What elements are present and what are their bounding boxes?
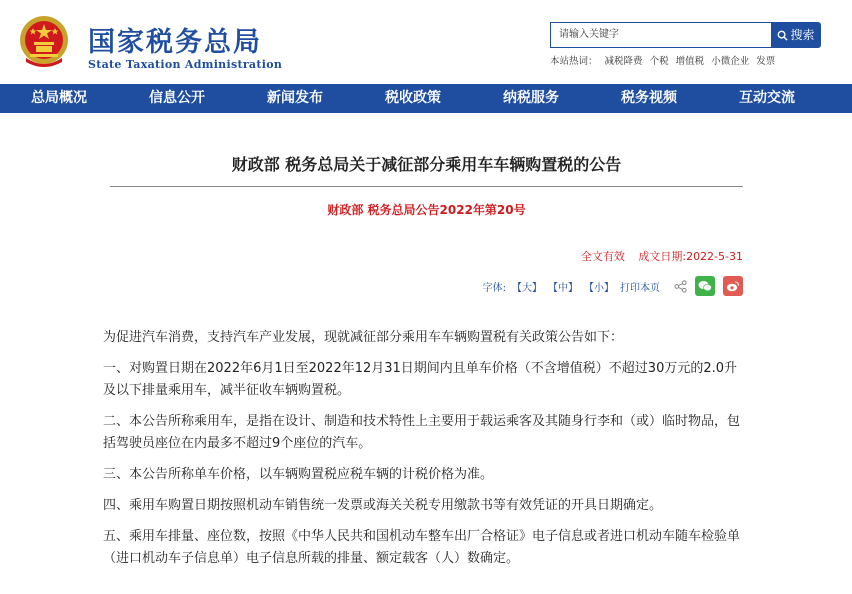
search-icon [777, 30, 788, 41]
hot-words [550, 53, 779, 67]
hot-word-link[interactable]: 个税 [649, 56, 669, 67]
hot-word-link[interactable]: 增值税 [675, 56, 705, 67]
font-medium-button[interactable]: 【中】 [548, 282, 578, 294]
search-input[interactable]: 请输入关键字 [550, 22, 772, 48]
nav-item-news[interactable]: 新闻发布 [267, 90, 323, 106]
article-toolbar [477, 274, 743, 298]
wechat-icon [698, 280, 712, 292]
article-paragraph: 二、本公告所称乘用车，是指在设计、制造和技术特性上主要用于载运乘客及其随身行李和（或）临时物品，包括驾驶员座位在内最多不超过9个座位的汽车。 [103, 414, 741, 451]
site-logo-english[interactable]: State Taxation Administration [88, 58, 283, 71]
weibo-share-button[interactable] [723, 276, 743, 296]
article-meta [571, 248, 743, 264]
nav-item-tax-video[interactable]: 税务视频 [621, 90, 677, 106]
search-button[interactable] [771, 22, 821, 48]
article-paragraph: 三、本公告所称单车价格，以车辆购置税应税车辆的计税价格为准。 [103, 467, 494, 482]
document-number: 财政部 税务总局公告2022年第20号 [327, 203, 526, 217]
article-title: 财政部 税务总局关于减征部分乘用车车辆购置税的公告 [231, 155, 622, 174]
font-size-label: 字体: [482, 282, 506, 294]
site-logo-text[interactable]: 国家税务总局 [88, 27, 262, 58]
site-header [0, 0, 852, 84]
article-paragraph: 五、乘用车排量、座位数，按照《中华人民共和国机动车整车出厂合格证》电子信息或者进口机动车随车检验单（进口机动车子信息单）电子信息所载的排量、额定载客（人）数确定。 [103, 529, 741, 566]
validity-status: 全文有效 [580, 250, 625, 263]
print-button[interactable]: 打印本页 [620, 282, 660, 294]
article-paragraph: 四、乘用车购置日期按照机动车销售统一发票或海关关税专用缴款书等有效凭证的开具日期确定。 [103, 498, 663, 513]
hot-word-link[interactable]: 小微企业 [711, 56, 750, 67]
article-paragraph: 一、对购置日期在2022年6月1日至2022年12月31日期间内且单车价格（不含增值税）不超过30万元的2.0升及以下排量乘用车，减半征收车辆购置税。 [103, 361, 738, 398]
nav-item-tax-policy[interactable]: 税收政策 [385, 90, 441, 106]
weibo-icon [726, 280, 740, 292]
article-paragraph: 为促进汽车消费，支持汽车产业发展，现就减征部分乘用车车辆购置税有关政策公告如下： [103, 330, 624, 345]
font-large-button[interactable]: 【大】 [512, 282, 542, 294]
hot-word-link[interactable]: 减税降费 [604, 56, 643, 67]
hot-word-link[interactable]: 发票 [756, 56, 776, 67]
nav-item-info-disclosure[interactable]: 信息公开 [149, 90, 205, 106]
font-small-button[interactable]: 【小】 [584, 282, 614, 294]
search-button-label: 搜索 [790, 28, 815, 42]
hot-words-label: 本站热词： [550, 56, 598, 67]
nav-item-interaction[interactable]: 互动交流 [739, 90, 795, 106]
issue-date: 成文日期:2022-5-31 [638, 250, 743, 263]
article-body [103, 327, 747, 579]
national-emblem-icon[interactable] [18, 14, 70, 68]
wechat-share-button[interactable] [695, 276, 715, 296]
main-nav [0, 84, 852, 113]
share-icon[interactable] [674, 280, 687, 293]
nav-item-overview[interactable]: 总局概况 [31, 90, 87, 106]
title-divider [110, 186, 743, 187]
nav-item-taxpayer-service[interactable]: 纳税服务 [503, 90, 559, 106]
